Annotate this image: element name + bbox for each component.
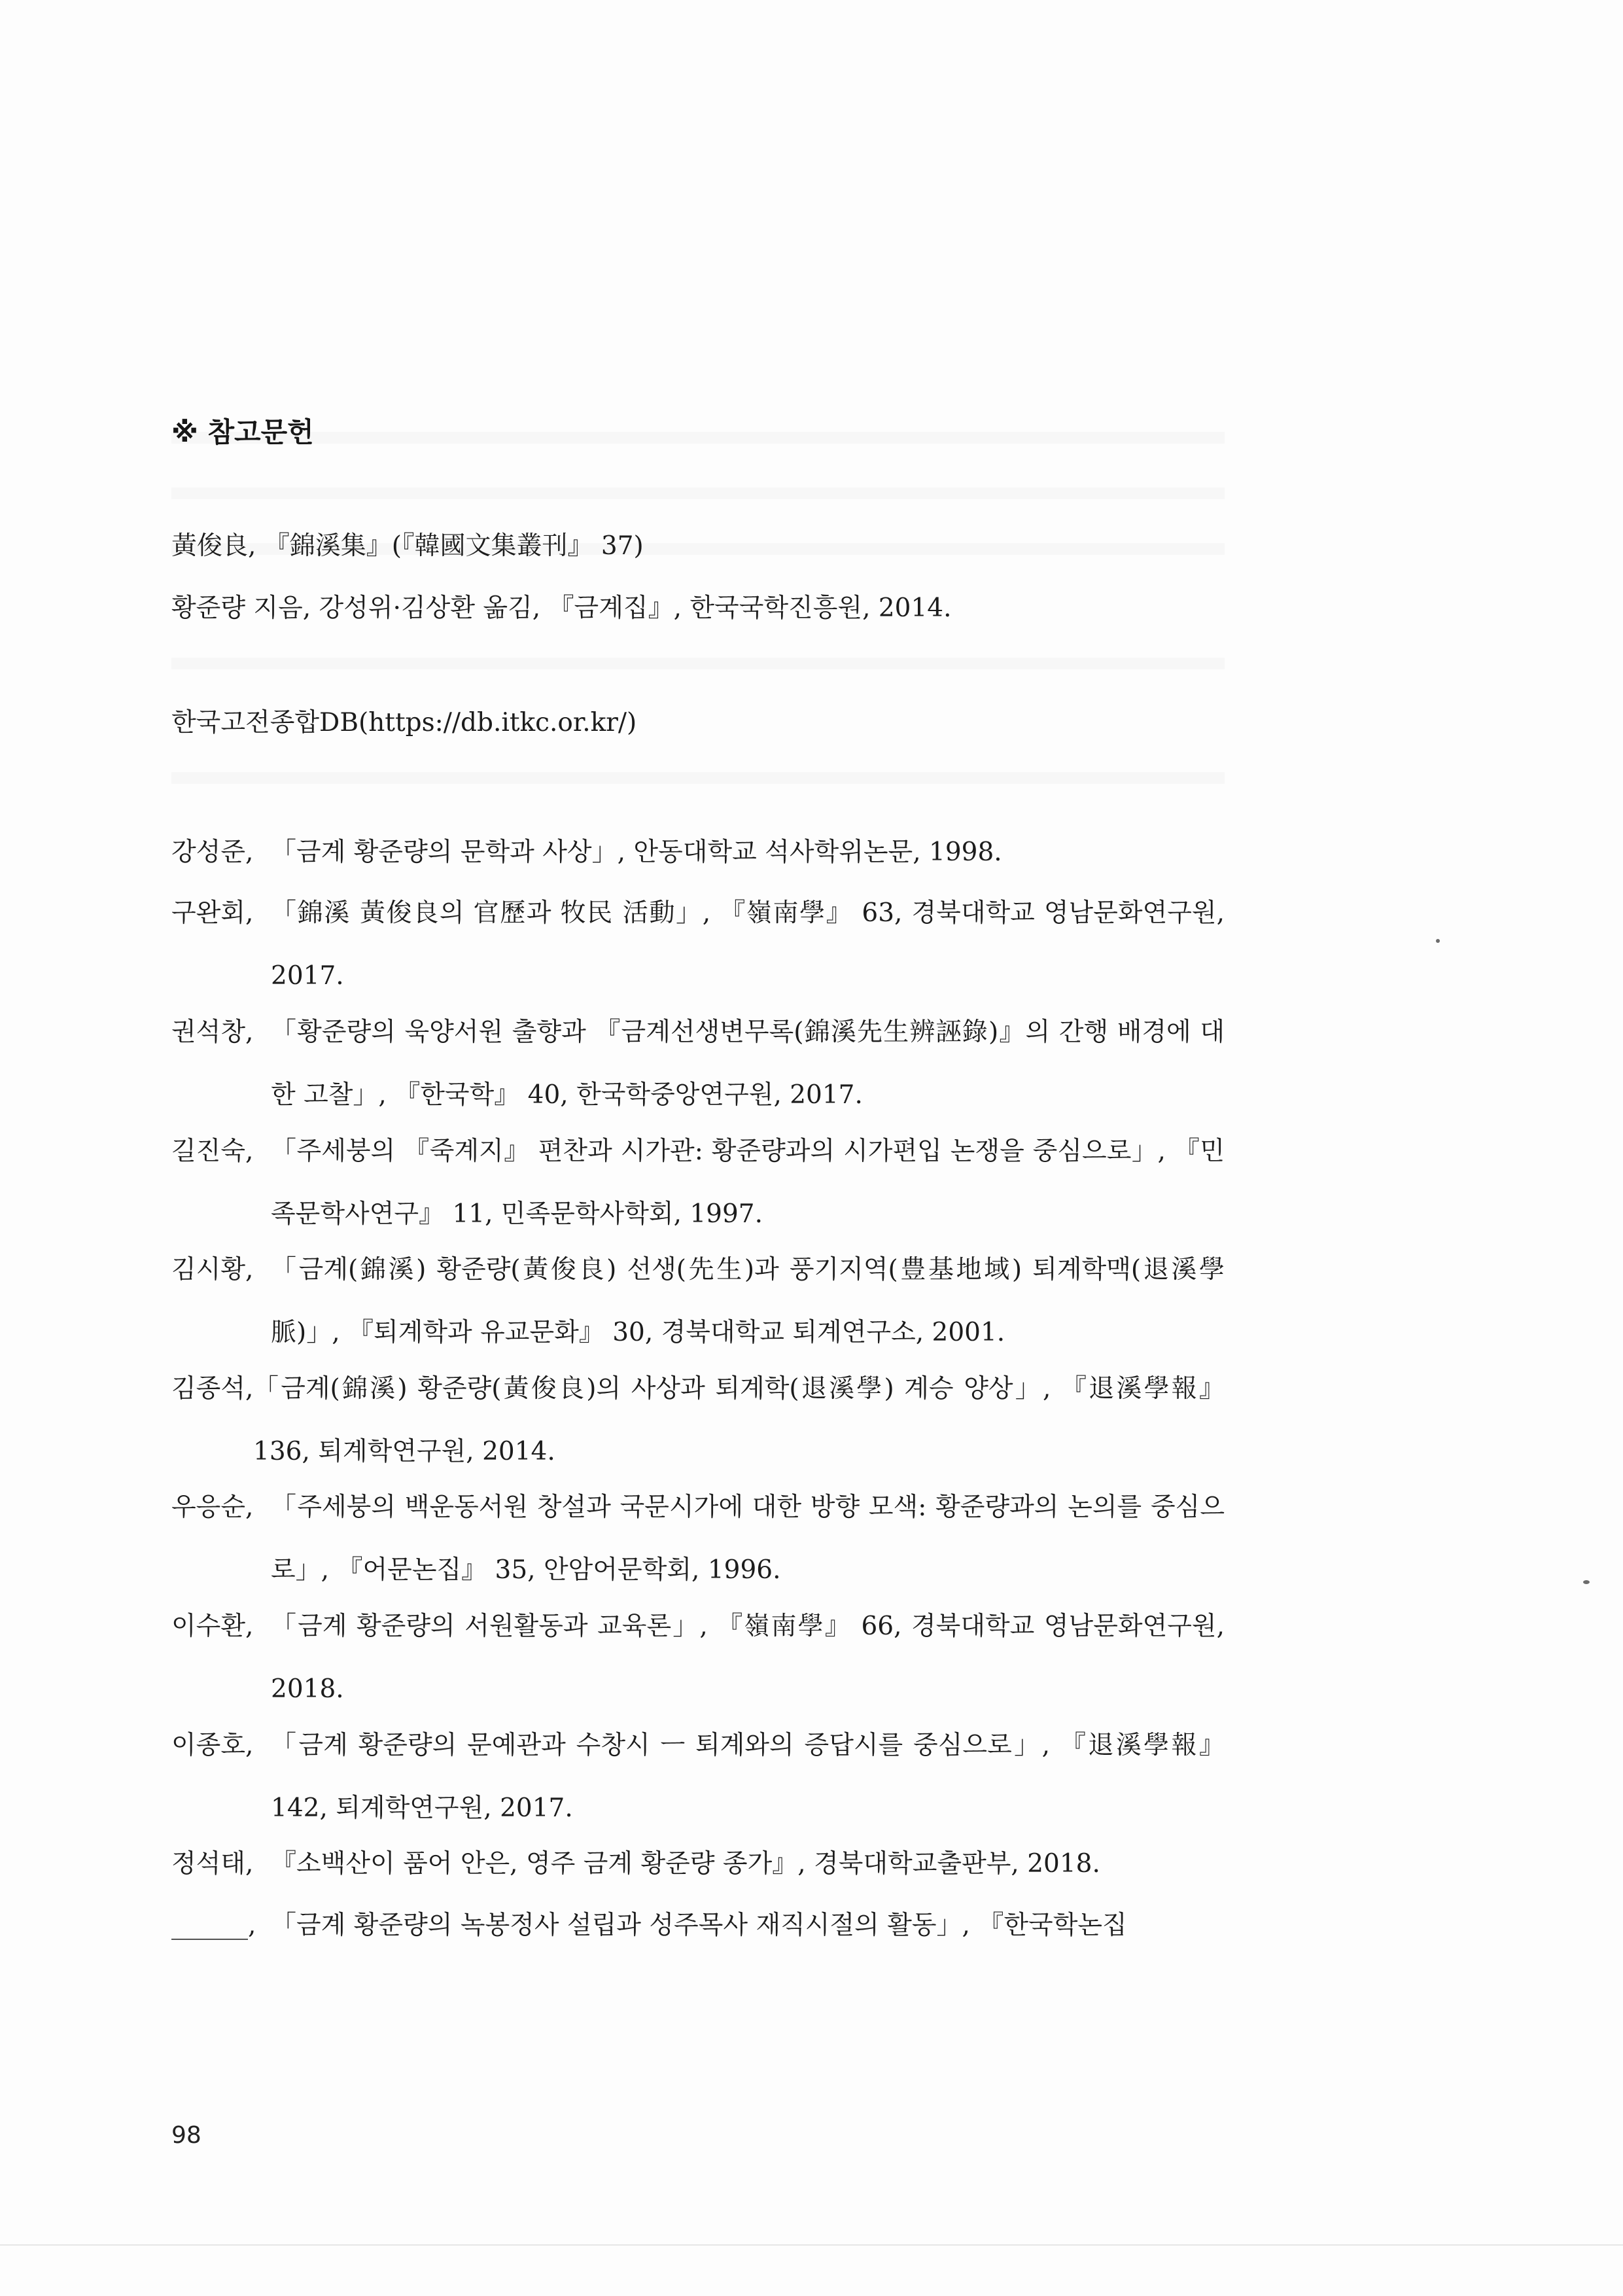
scan-speck	[1583, 1580, 1590, 1584]
reference-author: 김종석,	[171, 1374, 254, 1404]
reference-entry	[171, 1239, 1225, 1364]
reference-author-repeat: ______,	[171, 1911, 256, 1940]
reference-text: 「금계 황준량의 녹봉정사 설립과 성주목사 재직시절의 활동」, 『한국학논집	[271, 1911, 1127, 1940]
reference-entry	[171, 1001, 1225, 1127]
page-number: 98	[171, 2122, 201, 2149]
reference-entry	[171, 882, 1225, 1008]
reference-entry	[171, 1358, 1225, 1483]
show-through-line	[171, 658, 1225, 669]
reference-entry	[171, 1595, 1225, 1721]
reference-entry	[171, 1894, 1225, 1957]
reference-author: 이종호,	[171, 1731, 254, 1760]
reference-text: 『소백산이 품어 안은, 영주 금계 황준량 종가』, 경북대학교출판부, 2018.	[271, 1849, 1100, 1879]
reference-text: 「주세붕의 『죽계지』 편찬과 시가관: 황준량과의 시가편입 논쟁을 중심으로」, 『민족문학사연구』 11, 민족문학사학회, 1997.	[271, 1137, 1225, 1229]
reference-text: 「금계 황준량의 서원활동과 교육론」, 『嶺南學』 66, 경북대학교 영남문화연구원, 2018.	[271, 1612, 1225, 1704]
reference-entry	[171, 1714, 1225, 1840]
primary-source-2: 황준량 지음, 강성위·김상환 옮김, 『금계집』, 한국국학진흥원, 2014.	[171, 593, 952, 623]
show-through-line	[171, 487, 1225, 499]
scan-edge	[0, 2244, 1623, 2246]
scan-speck	[1436, 939, 1440, 943]
reference-author: 길진숙,	[171, 1137, 254, 1166]
reference-entry	[171, 1833, 1225, 1896]
reference-entry	[171, 821, 1225, 884]
show-through-line	[171, 772, 1225, 784]
reference-author: 우응순,	[171, 1492, 254, 1522]
reference-author: 이수환,	[171, 1612, 254, 1641]
reference-text: 「금계(錦溪) 황준량(黃俊良)의 사상과 퇴계학(退溪學) 계승 양상」, 『退溪學報』 136, 퇴계학연구원, 2014.	[253, 1374, 1225, 1466]
reference-author: 김시황,	[171, 1255, 254, 1284]
reference-author: 구완회,	[171, 898, 254, 928]
reference-text: 「금계(錦溪) 황준량(黃俊良) 선생(先生)과 풍기지역(豊基地域) 퇴계학맥(退溪學脈)」, 『퇴계학과 유교문화』 30, 경북대학교 퇴계연구소, 2001.	[271, 1255, 1225, 1347]
reference-entry	[171, 1476, 1225, 1602]
show-through-line	[171, 432, 1225, 444]
reference-text: 「황준량의 욱양서원 출향과 『금계선생변무록(錦溪先生辨誣錄)』의 간행 배경에 대한 고찰」, 『한국학』 40, 한국학중앙연구원, 2017.	[271, 1017, 1225, 1110]
reference-text: 「금계 황준량의 문학과 사상」, 안동대학교 석사학위논문, 1998.	[271, 838, 1002, 867]
reference-text: 「주세붕의 백운동서원 창설과 국문시가에 대한 방향 모색: 황준량과의 논의를 중심으로」, 『어문논집』 35, 안암어문학회, 1996.	[271, 1492, 1225, 1585]
reference-author: 권석창,	[171, 1017, 254, 1047]
reference-text: 「금계 황준량의 문예관과 수창시 ㅡ 퇴계와의 증답시를 중심으로」, 『退溪學報』 142, 퇴계학연구원, 2017.	[271, 1731, 1225, 1823]
reference-text: 「錦溪 黃俊良의 官歷과 牧民 活動」, 『嶺南學』 63, 경북대학교 영남문화연구원, 2017.	[271, 898, 1225, 991]
reference-author: 강성준,	[171, 838, 254, 867]
database-reference: 한국고전종합DB(https://db.itkc.or.kr/)	[171, 708, 637, 737]
reference-author: 정석태,	[171, 1849, 254, 1879]
primary-source-1: 黃俊良, 『錦溪集』(『韓國文集叢刊』 37)	[171, 531, 644, 561]
section-heading: ※ 참고문헌	[171, 416, 314, 448]
reference-entry	[171, 1120, 1225, 1246]
